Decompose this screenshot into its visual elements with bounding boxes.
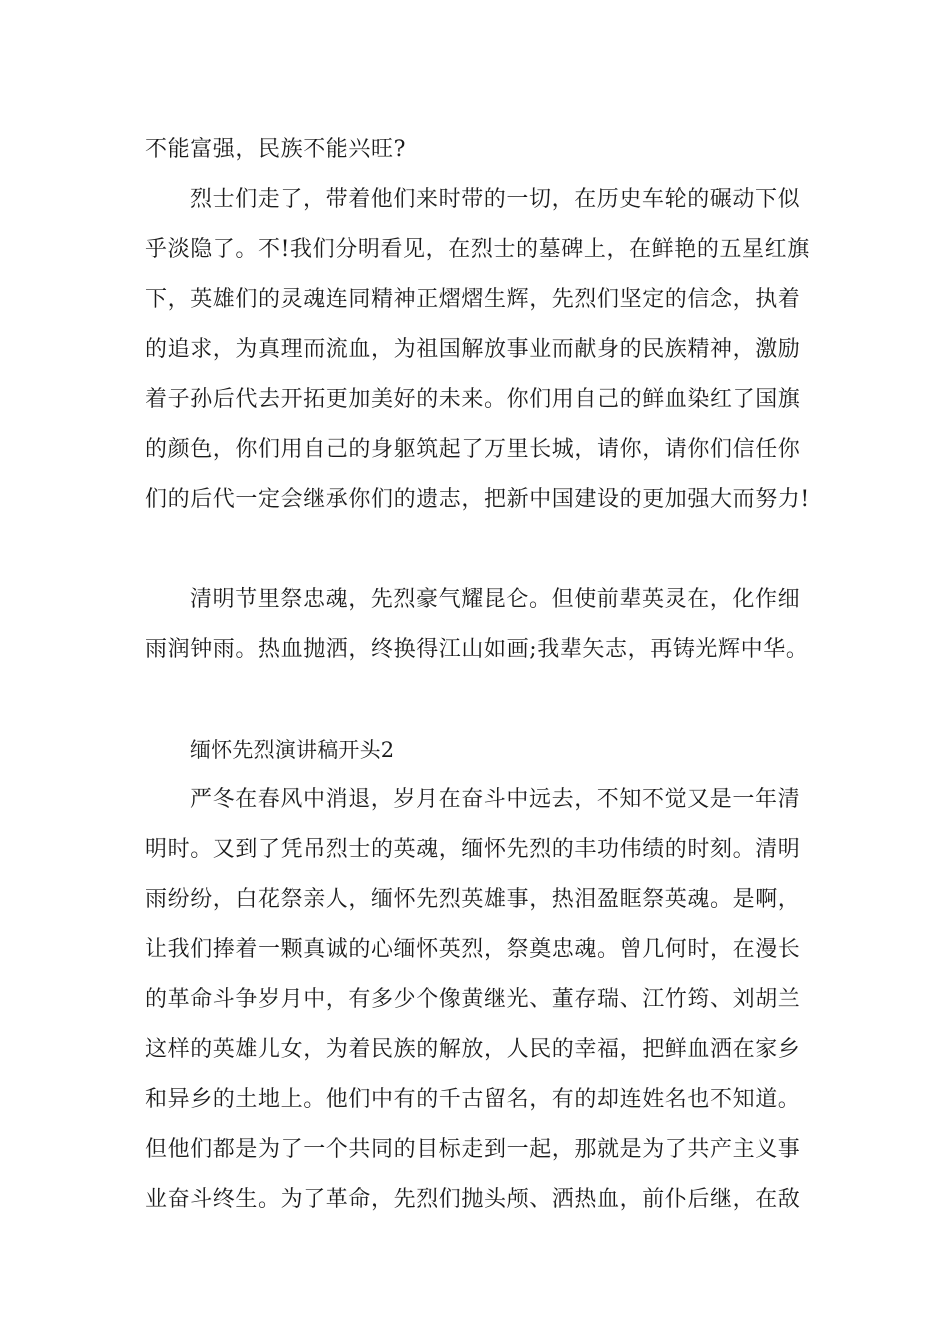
paragraph-line: 着子孙后代去开拓更加美好的未来。你们用自己的鲜血染红了国旗 [145, 387, 801, 412]
paragraph-line: 的革命斗争岁月中，有多少个像黄继光、董存瑞、江竹筠、刘胡兰 [145, 987, 801, 1012]
paragraph-line: 不能富强，民族不能兴旺? [145, 137, 406, 162]
paragraph-line: 业奋斗终生。为了革命，先烈们抛头颅、洒热血，前仆后继，在敌 [145, 1187, 801, 1212]
paragraph-line: 明时。又到了凭吊烈士的英魂，缅怀先烈的丰功伟绩的时刻。清明 [145, 837, 801, 862]
paragraph-line: 严冬在春风中消退，岁月在奋斗中远去，不知不觉又是一年清 [190, 787, 801, 812]
paragraph-line: 这样的英雄儿女，为着民族的解放，人民的幸福，把鲜血洒在家乡 [145, 1037, 801, 1062]
paragraph-line: 烈士们走了，带着他们来时带的一切，在历史车轮的碾动下似 [190, 187, 801, 212]
paragraph-line: 们的后代一定会继承你们的遗志，把新中国建设的更加强大而努力! [145, 487, 810, 512]
paragraph-line: 让我们捧着一颗真诚的心缅怀英烈，祭奠忠魂。曾几何时，在漫长 [145, 937, 801, 962]
paragraph-line: 雨润钟雨。热血抛洒，终换得江山如画;我辈矢志，再铸光辉中华。 [145, 637, 809, 662]
paragraph-line: 的颜色，你们用自己的身躯筑起了万里长城，请你，请你们信任你 [145, 437, 801, 462]
paragraph-line: 下，英雄们的灵魂连同精神正熠熠生辉，先烈们坚定的信念，执着 [145, 287, 801, 312]
paragraph-line: 清明节里祭忠魂，先烈豪气耀昆仑。但使前辈英灵在，化作细 [190, 587, 801, 612]
paragraph-line: 和异乡的土地上。他们中有的千古留名，有的却连姓名也不知道。 [145, 1087, 801, 1112]
paragraph-line: 但他们都是为了一个共同的目标走到一起，那就是为了共产主义事 [145, 1137, 801, 1162]
section-heading: 缅怀先烈演讲稿开头2 [190, 738, 395, 762]
paragraph-line: 的追求，为真理而流血，为祖国解放事业而献身的民族精神，激励 [145, 337, 801, 362]
paragraph-line: 雨纷纷，白花祭亲人，缅怀先烈英雄事，热泪盈眶祭英魂。是啊， [145, 887, 801, 912]
paragraph-line: 乎淡隐了。不!我们分明看见，在烈士的墓碑上，在鲜艳的五星红旗 [145, 237, 810, 262]
